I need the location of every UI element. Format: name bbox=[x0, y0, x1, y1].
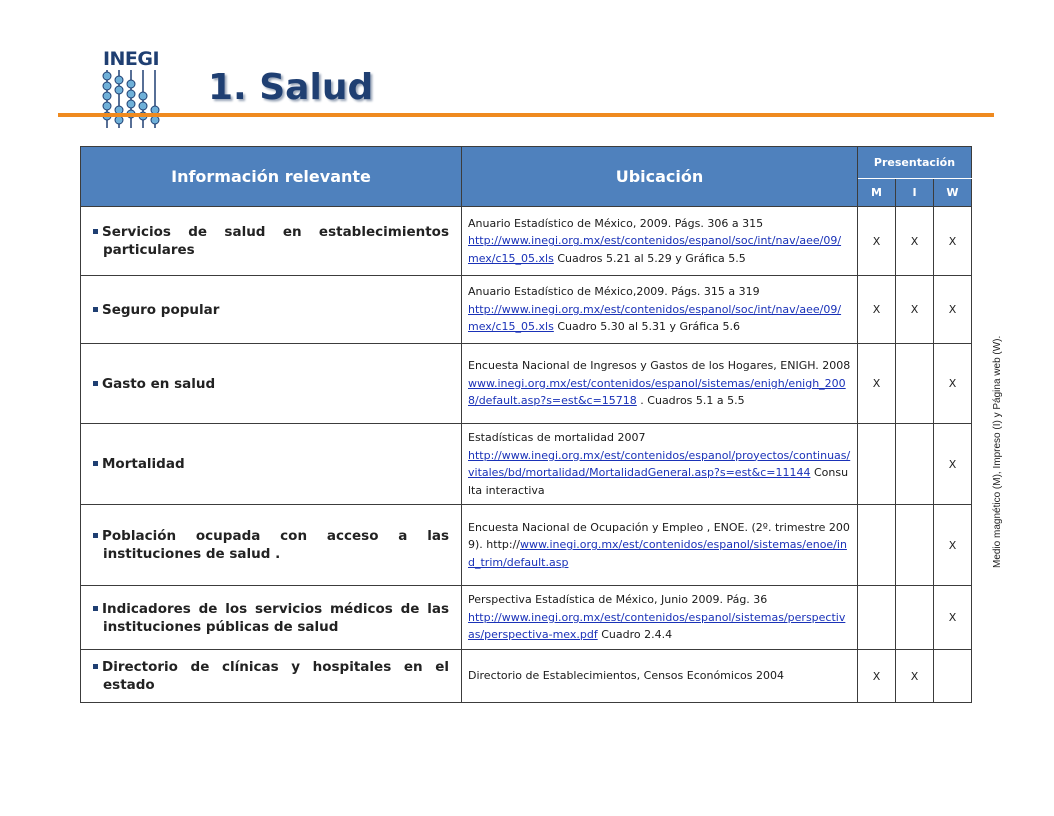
info-cell bbox=[81, 276, 462, 344]
bullet-icon bbox=[93, 307, 98, 312]
table-row bbox=[81, 586, 972, 650]
info-cell bbox=[81, 505, 462, 586]
ubicacion-text: Anuario Estadístico de México, 2009. Págs. 306 a 315 bbox=[468, 216, 764, 230]
col-header-ubicacion: Ubicación bbox=[462, 147, 858, 207]
mark-m bbox=[858, 586, 896, 650]
mark-w bbox=[934, 650, 972, 703]
info-table bbox=[80, 146, 972, 703]
inegi-logo bbox=[95, 48, 167, 130]
bullet-icon bbox=[93, 606, 98, 611]
ubicacion-link[interactable]: http://www.inegi.org.mx/est/contenidos/espanol/sistemas/perspectivas/perspectiva-mex.pdf bbox=[468, 610, 846, 642]
ubicacion-cell bbox=[462, 650, 858, 703]
ubicacion-link[interactable]: http://www.inegi.org.mx/est/contenidos/espanol/soc/int/nav/aee/09/mex/c15_05.xls bbox=[468, 234, 842, 265]
info-text: Población ocupada con acceso a las instituciones de salud . bbox=[102, 528, 449, 562]
ubicacion-cell bbox=[462, 505, 858, 586]
bullet-icon bbox=[93, 664, 98, 669]
table-row bbox=[81, 650, 972, 703]
info-cell bbox=[81, 424, 462, 505]
logo-abacus-icon bbox=[99, 70, 163, 128]
ubicacion-link[interactable]: http://www.inegi.org.mx/est/contenidos/espanol/proyectos/continuas/vitales/bd/mortalidad/MortalidadGeneral.asp?s=est&c=11144 bbox=[468, 448, 851, 479]
ubicacion-suffix: Consulta interactiva bbox=[468, 466, 849, 497]
table-row bbox=[81, 276, 972, 344]
bullet-icon bbox=[93, 381, 98, 386]
col-header-i: I bbox=[896, 179, 934, 207]
ubicacion-text: Estadísticas de mortalidad 2007 bbox=[468, 431, 646, 444]
mark-m: X bbox=[858, 650, 896, 703]
mark-m: X bbox=[858, 276, 896, 344]
table-row bbox=[81, 505, 972, 586]
table-row bbox=[81, 207, 972, 276]
ubicacion-suffix: . Cuadros 5.1 a 5.5 bbox=[636, 394, 745, 408]
ubicacion-text: Encuesta Nacional de Ingresos y Gastos de los Hogares, ENIGH. 2008 bbox=[468, 359, 851, 373]
bullet-icon bbox=[93, 533, 98, 538]
ubicacion-cell bbox=[462, 424, 858, 505]
ubicacion-text: Anuario Estadístico de México,2009. Págs. 315 a 319 bbox=[468, 285, 760, 299]
logo-text: INEGI bbox=[102, 48, 160, 70]
info-text: Directorio de clínicas y hospitales en el estado bbox=[102, 659, 449, 693]
header-divider bbox=[58, 113, 994, 117]
ubicacion-suffix: Cuadro 2.4.4 bbox=[597, 628, 673, 642]
col-header-m: M bbox=[858, 179, 896, 207]
mark-w: X bbox=[934, 207, 972, 276]
col-header-info: Información relevante bbox=[81, 147, 462, 207]
ubicacion-text: Encuesta Nacional de Ocupación y Empleo , ENOE. (2º. trimestre 2009). http:// bbox=[468, 520, 850, 552]
ubicacion-link[interactable]: www.inegi.org.mx/est/contenidos/espanol/sistemas/enoe/ind_trim/default.asp bbox=[468, 538, 847, 569]
mark-w: X bbox=[934, 344, 972, 424]
mark-w: X bbox=[934, 276, 972, 344]
mark-w: X bbox=[934, 505, 972, 586]
ubicacion-link[interactable]: http://www.inegi.org.mx/est/contenidos/espanol/soc/int/nav/aee/09/mex/c15_05.xls bbox=[468, 302, 842, 334]
ubicacion-text: Directorio de Establecimientos, Censos Económicos 2004 bbox=[468, 669, 784, 683]
info-text: Mortalidad bbox=[102, 456, 185, 472]
ubicacion-suffix: Cuadro 5.30 al 5.31 y Gráfica 5.6 bbox=[553, 320, 740, 334]
table-row bbox=[81, 424, 972, 505]
bullet-icon bbox=[93, 461, 98, 466]
mark-w: X bbox=[934, 424, 972, 505]
mark-i: X bbox=[896, 650, 934, 703]
ubicacion-suffix: Cuadros 5.21 al 5.29 y Gráfica 5.5 bbox=[553, 251, 746, 265]
info-text: Seguro popular bbox=[102, 301, 220, 318]
col-header-presentacion: Presentación bbox=[858, 147, 972, 179]
side-note: Medio magnético (M), Impreso (I) y Página web (W). bbox=[992, 335, 1003, 568]
mark-m: X bbox=[858, 344, 896, 424]
info-cell bbox=[81, 650, 462, 703]
ubicacion-text: Perspectiva Estadística de México, Junio 2009. Pág. 36 bbox=[468, 593, 768, 607]
ubicacion-cell bbox=[462, 276, 858, 344]
ubicacion-cell bbox=[462, 344, 858, 424]
info-cell bbox=[81, 586, 462, 650]
info-text: Servicios de salud en establecimientos particulares bbox=[102, 224, 449, 258]
mark-i bbox=[896, 344, 934, 424]
page-title: 1. Salud bbox=[208, 67, 374, 108]
mark-i bbox=[896, 505, 934, 586]
mark-m: X bbox=[858, 207, 896, 276]
mark-i bbox=[896, 424, 934, 505]
ubicacion-link[interactable]: www.inegi.org.mx/est/contenidos/espanol/sistemas/enigh/enigh_2008/default.asp?s=est&c=15718 bbox=[468, 376, 846, 408]
col-header-w: W bbox=[934, 179, 972, 207]
bullet-icon bbox=[93, 229, 98, 234]
mark-i: X bbox=[896, 207, 934, 276]
ubicacion-cell bbox=[462, 586, 858, 650]
info-cell bbox=[81, 207, 462, 276]
mark-i bbox=[896, 586, 934, 650]
info-text: Gasto en salud bbox=[102, 375, 216, 392]
table-row bbox=[81, 344, 972, 424]
ubicacion-cell bbox=[462, 207, 858, 276]
mark-i: X bbox=[896, 276, 934, 344]
mark-m bbox=[858, 424, 896, 505]
info-text: Indicadores de los servicios médicos de las instituciones públicas de salud bbox=[102, 600, 449, 635]
info-cell bbox=[81, 344, 462, 424]
mark-w: X bbox=[934, 586, 972, 650]
mark-m bbox=[858, 505, 896, 586]
